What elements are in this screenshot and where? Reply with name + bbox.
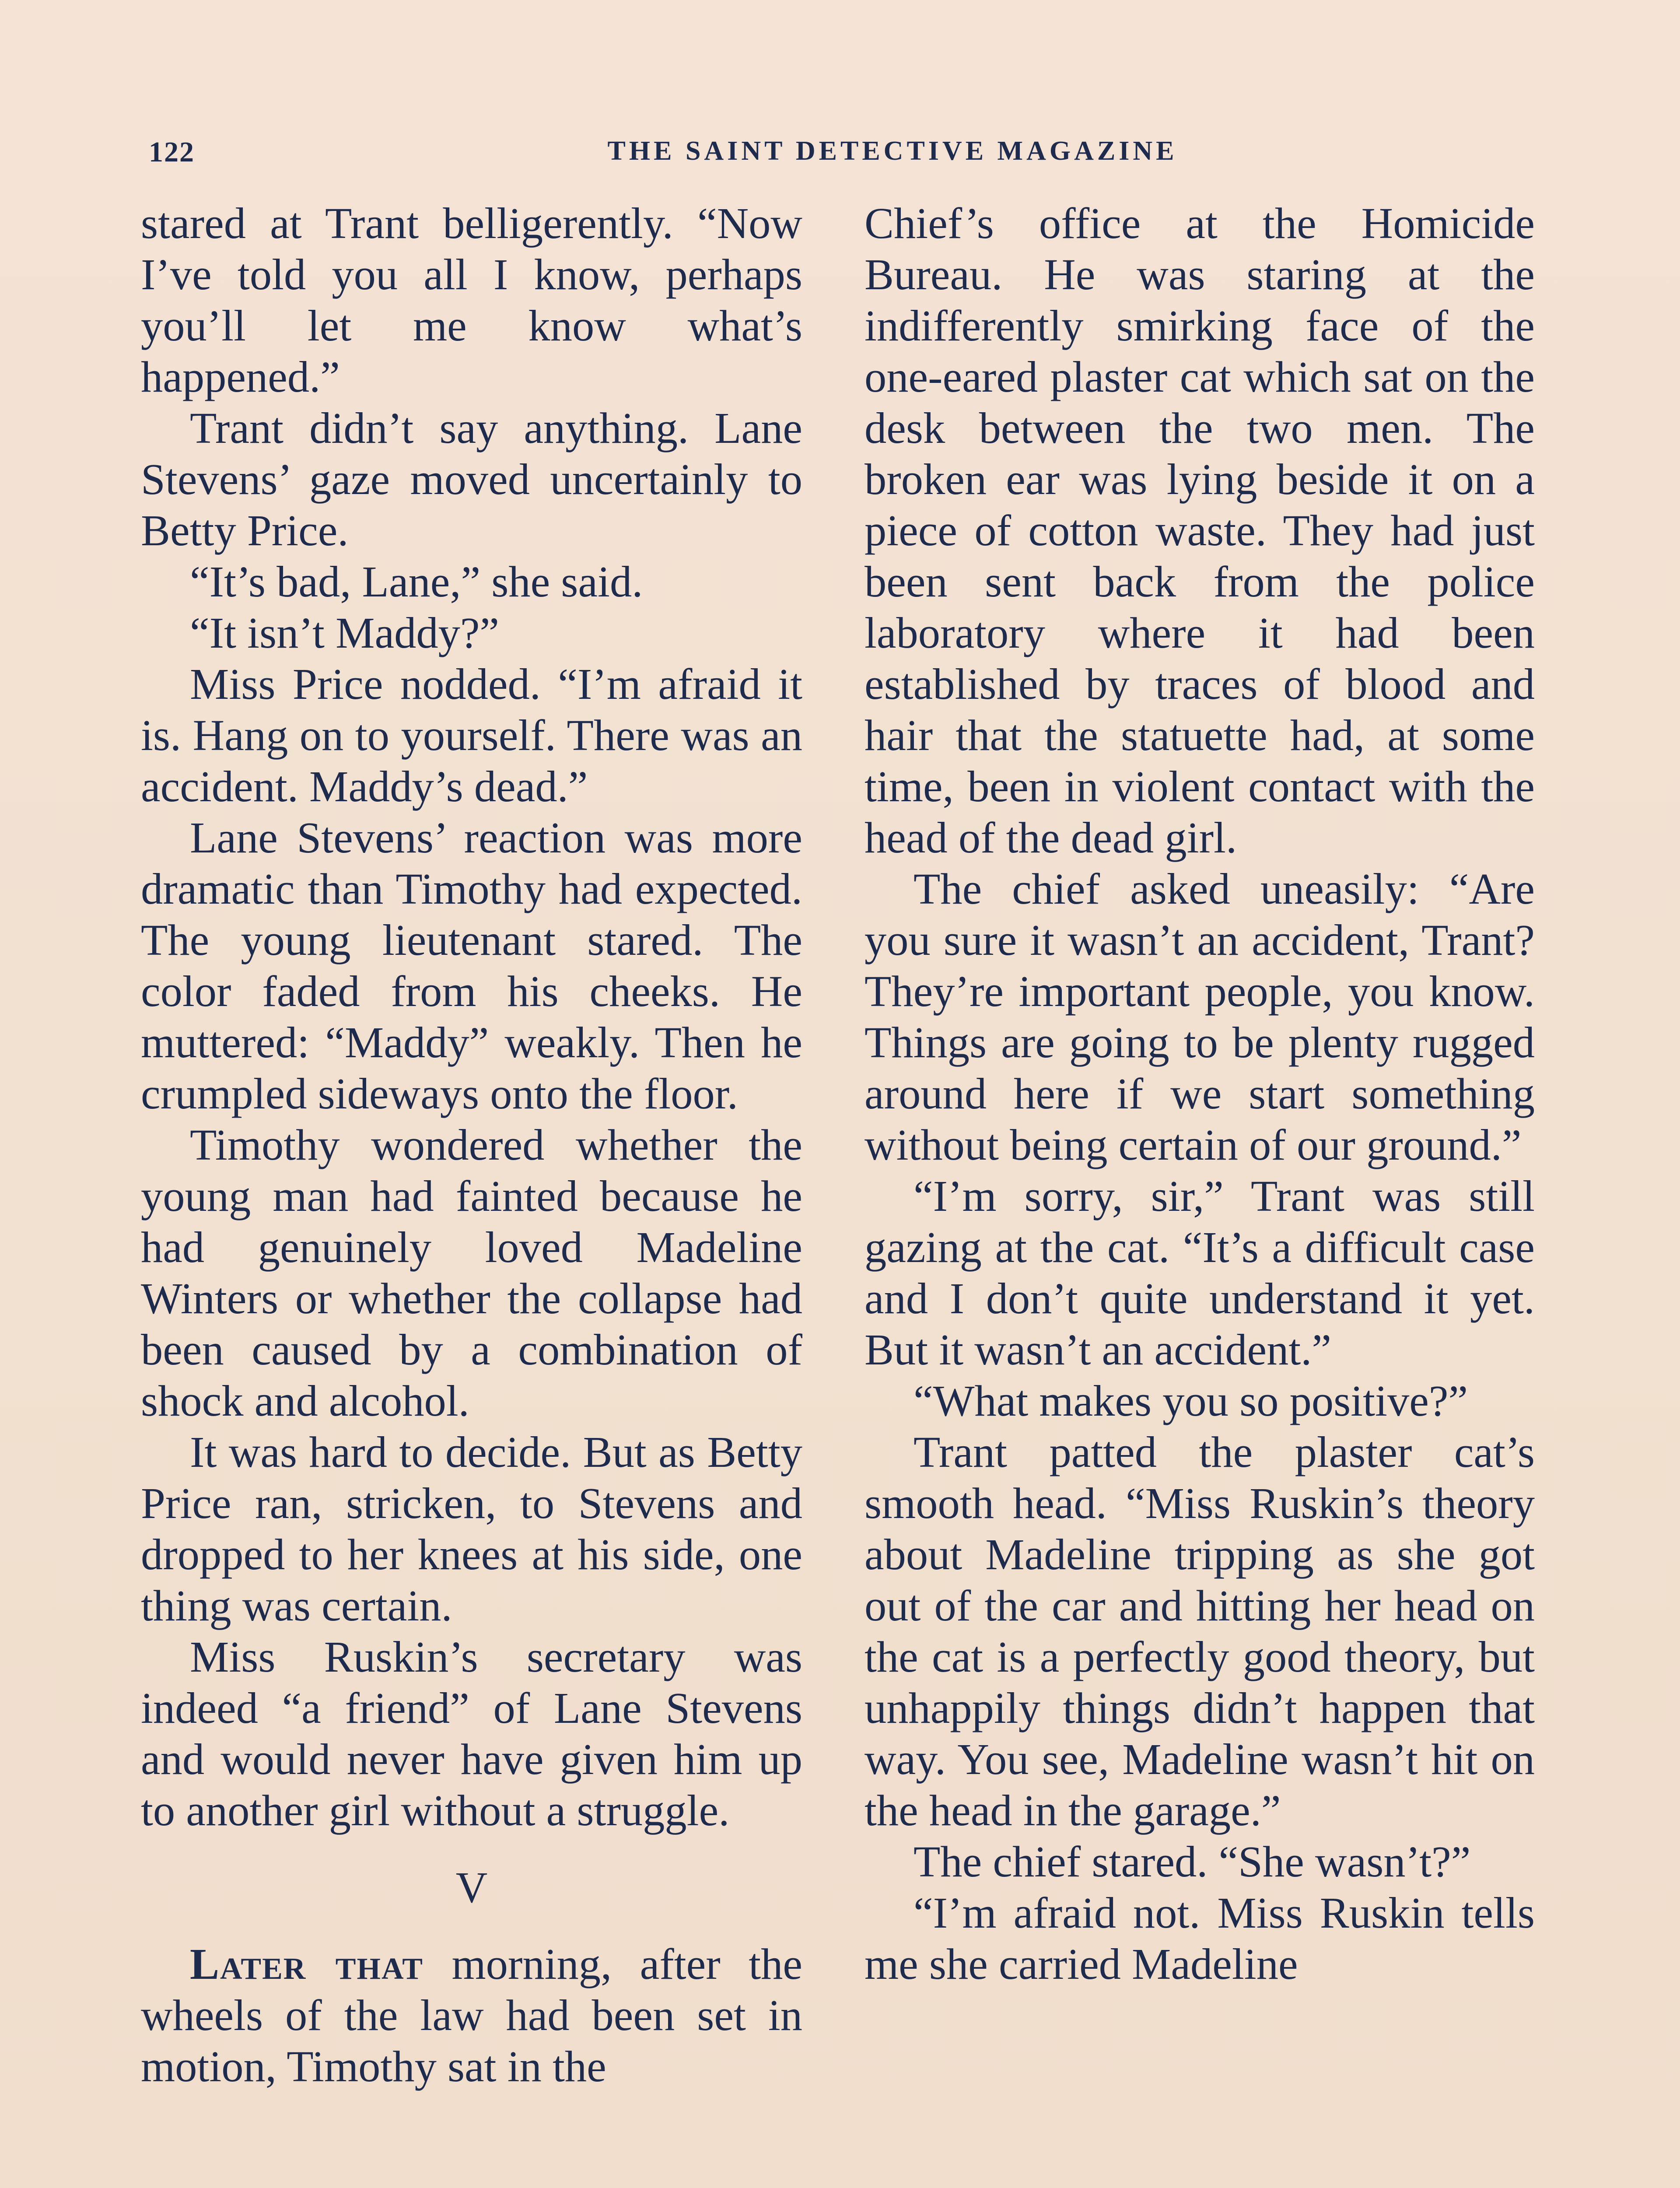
- paragraph: stared at Trant belligerently. “Now I’ve told you all I know, perhaps you’ll let me know what’s happened.”: [141, 199, 802, 401]
- paragraph: It was hard to decide. But as Betty Price ran, stricken, to Stevens and dropped to her knees at his side, one thing was certain.: [141, 1427, 802, 1630]
- paragraph: The chief stared. “She wasn’t?”: [914, 1837, 1471, 1886]
- paragraph: Miss Ruskin’s secretary was indeed “a friend” of Lane Stevens and would never have given him up to another girl without a struggle.: [141, 1632, 802, 1835]
- paragraph: [141, 1939, 802, 2092]
- paragraph: Trant didn’t say anything. Lane Stevens’ gaze moved uncertainly to Betty Price.: [141, 403, 802, 555]
- right-column: [864, 198, 1535, 2188]
- left-column: [141, 198, 802, 2188]
- paragraph: Chief’s office at the Homicide Bureau. He was staring at the indifferently smirking face of the one-eared plaster cat which sat on the desk between the two men. The broken ear was lying beside it on a piece of cotton waste. They had just been sent back from the police laboratory where it had been established by traces of blood and hair that the statuette had, at some time, been in violent contact with the head of the dead girl.: [864, 199, 1535, 862]
- paragraph: Trant patted the plaster cat’s smooth head. “Miss Ruskin’s theory about Madeline tripping as she got out of the car and hitting her head on the cat is a perfectly good theory, but unhappily things didn’t happen that way. You see, Madeline wasn’t hit on the head in the garage.”: [864, 1427, 1535, 1835]
- lead-in-rest: morning, after the wheels of the law had been set in motion, Timothy sat in the: [141, 1939, 802, 2091]
- paragraph: “It’s bad, Lane,” she said.: [190, 557, 643, 606]
- paragraph: Timothy wondered whether the young man had fainted because he had genuinely loved Madeline Winters or whether the collapse had been caused by a combination of shock and alcohol.: [141, 1120, 802, 1425]
- lead-in-smallcaps: Later that: [190, 1939, 424, 1988]
- paragraph: Miss Price nodded. “I’m afraid it is. Hang on to yourself. There was an accident. Maddy’s dead.”: [141, 659, 802, 811]
- page-number: 122: [149, 136, 195, 168]
- paragraph: “It isn’t Maddy?”: [190, 608, 500, 657]
- section-heading: V: [455, 1863, 488, 1912]
- paragraph: “I’m sorry, sir,” Trant was still gazing at the cat. “It’s a difficult case and I don’t quite understand it yet. But it wasn’t an accident.”: [864, 1171, 1535, 1374]
- paragraph: Lane Stevens’ reaction was more dramatic than Timothy had expected. The young lieutenant stared. The color faded from his cheeks. He muttered: “Maddy” weakly. Then he crumpled sideways onto the floor.: [141, 813, 802, 1118]
- paragraph: The chief asked uneasily: “Are you sure it wasn’t an accident, Trant? They’re important people, you know. Things are going to be plenty rugged around here if we start something without being certain of our ground.”: [864, 864, 1535, 1169]
- paragraph: “What makes you so positive?”: [914, 1376, 1468, 1425]
- running-head: THE SAINT DETECTIVE MAGAZINE: [607, 136, 1178, 166]
- paragraph: “I’m afraid not. Miss Ruskin tells me she carried Madeline: [864, 1888, 1535, 1988]
- page-header: [144, 131, 1544, 184]
